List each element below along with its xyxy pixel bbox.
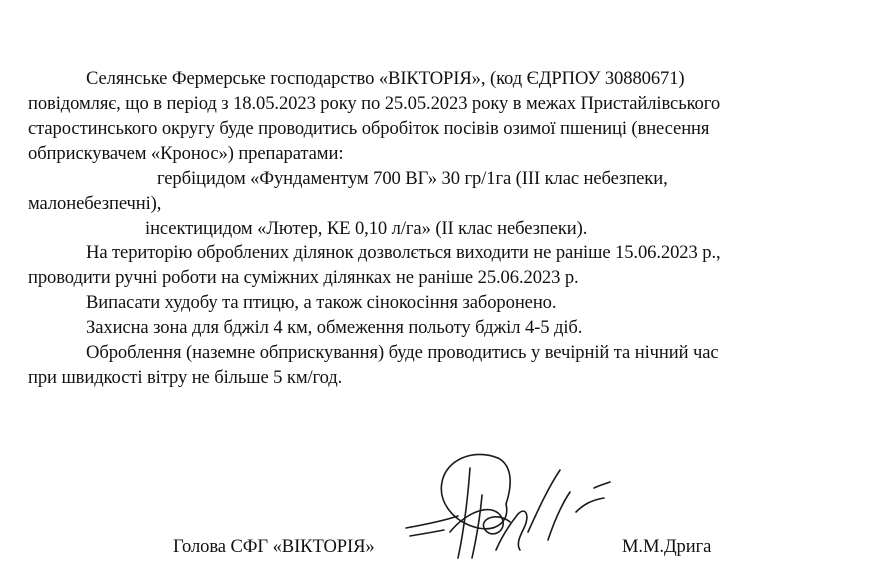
- notice-line-3: старостинського округу буде проводитись обробіток посівів озимої пшениці (внесення: [28, 118, 710, 139]
- signatory-title: Голова СФГ «ВІКТОРІЯ»: [173, 536, 375, 557]
- bee-protection-line: Захисна зона для бджіл 4 км, обмеження польоту бджіл 4-5 діб.: [86, 317, 583, 338]
- insecticide-line: інсектицидом «Лютер, КЕ 0,10 л/га» (II клас небезпеки).: [145, 218, 588, 239]
- grazing-ban-line: Випасати худобу та птицю, а також сінокосіння заборонено.: [86, 292, 557, 313]
- herbicide-class-line: малонебезпечні),: [28, 193, 162, 214]
- handwritten-signature-icon: [398, 440, 628, 560]
- signatory-name: М.М.Дрига: [622, 536, 712, 557]
- notice-line-4: обприскувачем «Кронос») препаратами:: [28, 143, 344, 164]
- notice-line-2: повідомляє, що в період з 18.05.2023 року по 25.05.2023 року в межах Пристайлівського: [28, 93, 721, 114]
- access-restriction-line: На територію оброблених ділянок дозволється виходити не раніше 15.06.2023 р.,: [86, 242, 721, 263]
- notice-line-1: Селянське Фермерське господарство «ВІКТОРІЯ», (код ЄДРПОУ 30880671): [86, 68, 685, 89]
- wind-speed-line: при швидкості вітру не більше 5 км/год.: [28, 367, 343, 388]
- manual-work-line: проводити ручні роботи на суміжних ділянках не раніше 25.06.2023 р.: [28, 267, 579, 288]
- treatment-time-line: Оброблення (наземне обприскування) буде проводитись у вечірній та нічний час: [86, 342, 719, 363]
- herbicide-line: гербіцидом «Фундаментум 700 ВГ» 30 гр/1га (III клас небезпеки,: [157, 168, 668, 189]
